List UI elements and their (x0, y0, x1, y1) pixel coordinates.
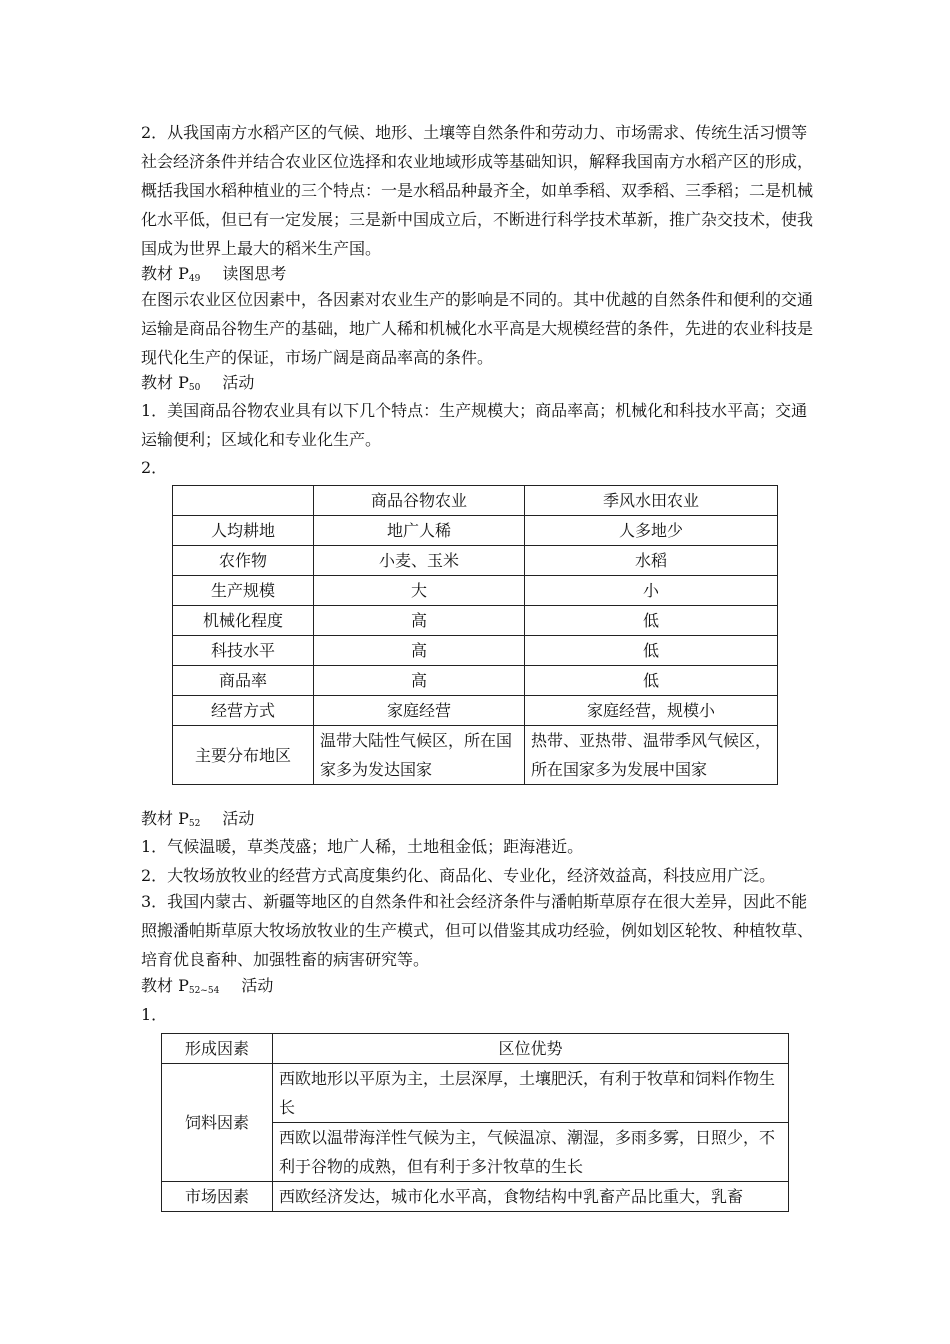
heading-label: 活动 (222, 809, 255, 828)
table-row (162, 1182, 789, 1212)
heading-label: 活动 (241, 976, 274, 995)
table-cell: 低 (525, 666, 778, 696)
table-header-row (173, 486, 778, 516)
table-cell: 饲料因素 (162, 1064, 273, 1182)
table-cell: 温带大陆性气候区，所在国家多为发达国家 (314, 726, 525, 785)
heading-prefix: 教材 P (141, 264, 189, 283)
paragraph-p52-54-item-1: 1． (141, 1005, 168, 1024)
table-header-row (162, 1034, 789, 1064)
table-cell: 水稻 (525, 546, 778, 576)
table-cell: 小麦、玉米 (314, 546, 525, 576)
heading-label: 活动 (222, 373, 255, 392)
paragraph-p50-item-1: 1．美国商品谷物农业具有以下几个特点：生产规模大；商品率高；机械化和科技水平高；交通运输便利；区域化和专业化生产。 (141, 401, 808, 449)
table-header-cell: 商品谷物农业 (314, 486, 525, 516)
table-row (173, 546, 778, 576)
table-cell: 经营方式 (173, 696, 314, 726)
table-cell: 低 (525, 606, 778, 636)
table-cell: 商品率 (173, 666, 314, 696)
heading-page-number: 50 (188, 383, 201, 393)
table-cell: 主要分布地区 (173, 726, 314, 785)
paragraph-p49: 在图示农业区位因素中，各因素对农业生产的影响是不同的。其中优越的自然条件和便利的交通运输是商品谷物生产的基础，地广人稀和机械化水平高是大规模经营的条件，先进的农业科技是现代化生产的保证，市场广阔是商品率高的条件。 (141, 290, 814, 367)
location-factor-table (161, 1033, 789, 1212)
table-cell: 地广人稀 (314, 516, 525, 546)
table-row (173, 606, 778, 636)
table-cell: 高 (314, 636, 525, 666)
heading-prefix: 教材 P (141, 373, 189, 392)
table-cell: 西欧地形以平原为主，土层深厚，土壤肥沃，有利于牧草和饲料作物生长 (273, 1064, 789, 1123)
table-header-cell: 区位优势 (273, 1034, 789, 1064)
comparison-table (172, 485, 778, 785)
heading-prefix: 教材 P (141, 809, 189, 828)
table-row (173, 516, 778, 546)
table-cell: 西欧经济发达，城市化水平高，食物结构中乳畜产品比重大，乳畜 (273, 1182, 789, 1212)
heading-textbook-p50 (141, 372, 254, 399)
table-header-cell: 季风水田农业 (525, 486, 778, 516)
table-cell: 低 (525, 636, 778, 666)
paragraph-p52-item-2: 2．大牧场放牧业的经营方式高度集约化、商品化、专业化，经济效益高，科技应用广泛。 (141, 866, 776, 885)
table-header-cell (173, 486, 314, 516)
heading-prefix: 教材 P (141, 976, 189, 995)
table-header-cell: 形成因素 (162, 1034, 273, 1064)
heading-label: 读图思考 (222, 264, 287, 283)
table-cell: 人均耕地 (173, 516, 314, 546)
heading-textbook-p52 (141, 808, 254, 835)
table-cell: 西欧以温带海洋性气候为主，气候温凉、潮湿，多雨多雾，日照少，不利于谷物的成熟，但有利于多汁牧草的生长 (273, 1123, 789, 1182)
heading-page-number: 52~54 (188, 986, 220, 996)
heading-textbook-p52-54 (141, 975, 273, 1002)
table-cell: 科技水平 (173, 636, 314, 666)
table-cell: 高 (314, 666, 525, 696)
paragraph-p50-item-2: 2． (141, 458, 168, 477)
table-row (162, 1064, 789, 1123)
table-cell: 农作物 (173, 546, 314, 576)
heading-page-number: 49 (188, 274, 201, 284)
table-row (173, 576, 778, 606)
paragraph-p52-item-3: 3．我国内蒙古、新疆等地区的自然条件和社会经济条件与潘帕斯草原存在很大差异，因此不能照搬潘帕斯草原大牧场放牧业的生产模式，但可以借鉴其成功经验，例如划区轮牧、种植牧草、培育优良畜种、加强牲畜的病害研究等。 (141, 892, 814, 969)
table-cell: 人多地少 (525, 516, 778, 546)
table-cell: 大 (314, 576, 525, 606)
table-row (173, 666, 778, 696)
table-row (173, 726, 778, 785)
table-cell: 高 (314, 606, 525, 636)
table-cell: 生产规模 (173, 576, 314, 606)
table-cell: 机械化程度 (173, 606, 314, 636)
paragraph-p52-item-1: 1．气候温暖，草类茂盛；地广人稀，土地租金低；距海港近。 (141, 837, 584, 856)
table-cell: 小 (525, 576, 778, 606)
table-cell: 市场因素 (162, 1182, 273, 1212)
table-row (173, 696, 778, 726)
heading-page-number: 52 (188, 819, 201, 829)
table-cell: 热带、亚热带、温带季风气候区，所在国家多为发展中国家 (525, 726, 778, 785)
table-row (173, 636, 778, 666)
table-cell: 家庭经营，规模小 (525, 696, 778, 726)
paragraph-section-2: 2．从我国南方水稻产区的气候、地形、土壤等自然条件和劳动力、市场需求、传统生活习惯等社会经济条件并结合农业区位选择和农业地域形成等基础知识，解释我国南方水稻产区的形成，概括我国水稻种植业的三个特点：一是水稻品种最齐全，如单季稻、双季稻、三季稻；二是机械化水平低，但已有一定发展；三是新中国成立后，不断进行科学技术革新，推广杂交技术，使我国成为世界上最大的稻米生产国。 (141, 123, 814, 258)
table-cell: 家庭经营 (314, 696, 525, 726)
